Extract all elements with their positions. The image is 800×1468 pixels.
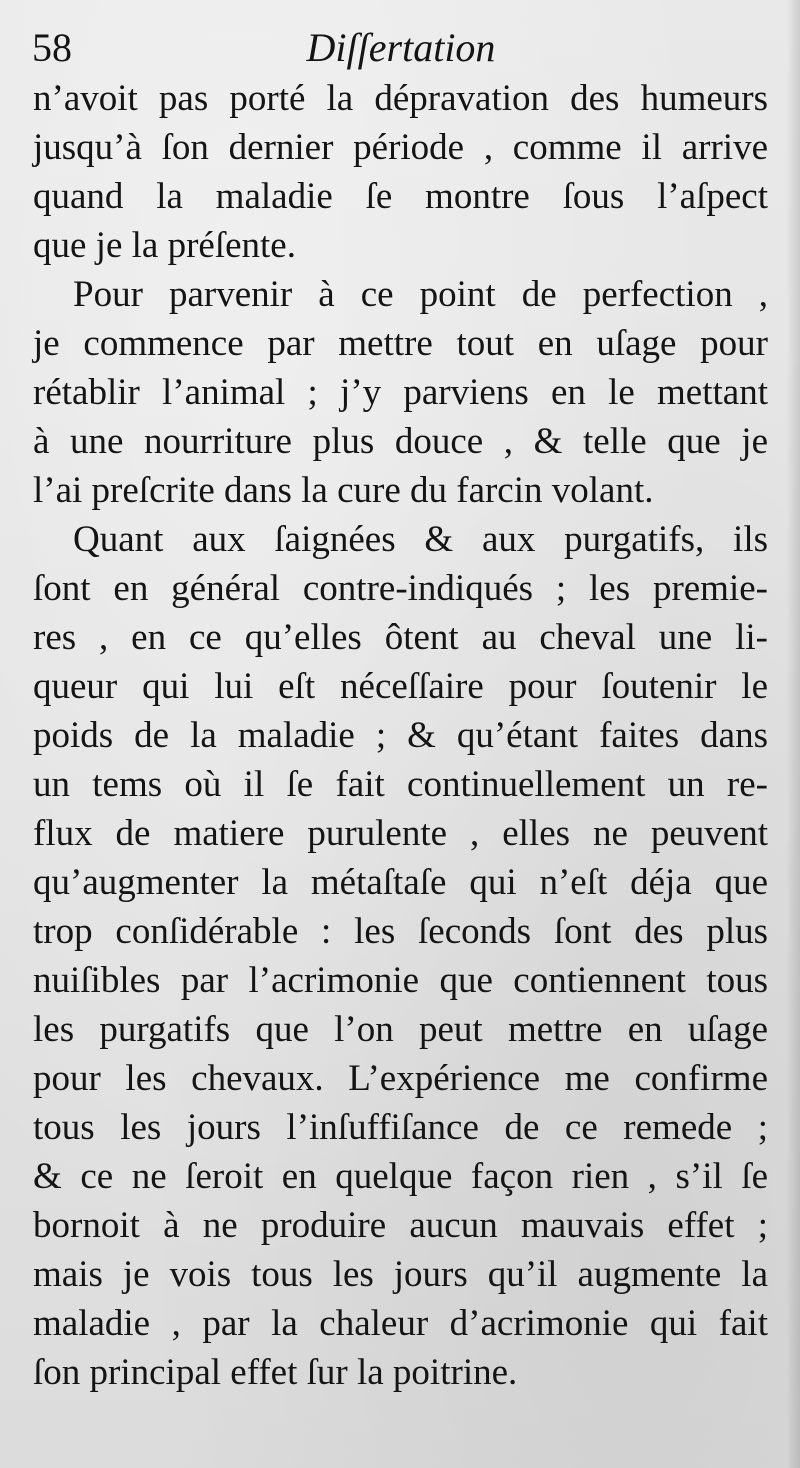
text-line: mais je vois tous les jours qu’il augmente la (33, 1254, 768, 1295)
text-line: n’avoit pas porté la dépravation des humeurs (33, 78, 768, 119)
text-line: res , en ce qu’elles ôtent au cheval une li- (33, 617, 768, 658)
text-line: tous les jours l’inſuffiſance de ce remede ; (33, 1107, 768, 1148)
text-line: l’ai preſcrite dans la cure du farcin volant. (33, 470, 654, 511)
text-line: un tems où il ſe fait continuellement un re- (33, 764, 768, 805)
text-line: pour les chevaux. L’expérience me confirme (33, 1058, 768, 1099)
paragraph (33, 515, 768, 1397)
body-text (33, 74, 768, 1397)
text-line: maladie , par la chaleur d’acrimonie qui fait (33, 1303, 768, 1344)
text-line: ſont en général contre-indiqués ; les premie- (33, 568, 768, 609)
paragraph (33, 74, 768, 270)
paragraph (33, 270, 768, 515)
text-line: & ce ne ſeroit en quelque façon rien , s’il ſe (33, 1156, 768, 1197)
text-line: queur qui lui eſt néceſſaire pour ſoutenir le (33, 666, 768, 707)
running-head: Diſſertation (306, 25, 496, 70)
page-number: 58 (32, 25, 72, 70)
text-line: flux de matiere purulente , elles ne peuvent (33, 813, 768, 854)
page-header (32, 14, 770, 74)
text-line: Pour parvenir à ce point de perfection , (73, 274, 768, 315)
text-line: les purgatifs que l’on peut mettre en uſage (33, 1009, 768, 1050)
text-line: ſon principal effet ſur la poitrine. (33, 1352, 518, 1393)
text-line: je commence par mettre tout en uſage pour (33, 323, 768, 364)
text-line: à une nourriture plus douce , & telle que je (33, 421, 768, 462)
text-line: que je la préſente. (33, 225, 296, 266)
text-line: nuiſibles par l’acrimonie que contiennent tous (33, 960, 768, 1001)
text-line: jusqu’à ſon dernier période , comme il arrive (33, 127, 768, 168)
text-line: quand la maladie ſe montre ſous l’aſpect (33, 176, 768, 217)
text-line: qu’augmenter la métaſtaſe qui n’eſt déja que (33, 862, 768, 903)
text-line: trop conſidérable : les ſeconds ſont des plus (33, 911, 768, 952)
text-line: poids de la maladie ; & qu’étant faites dans (33, 715, 768, 756)
text-line: bornoit à ne produire aucun mauvais effet ; (33, 1205, 768, 1246)
text-line: Quant aux ſaignées & aux purgatifs, ils (73, 519, 768, 560)
text-line: rétablir l’animal ; j’y parviens en le mettant (33, 372, 768, 413)
